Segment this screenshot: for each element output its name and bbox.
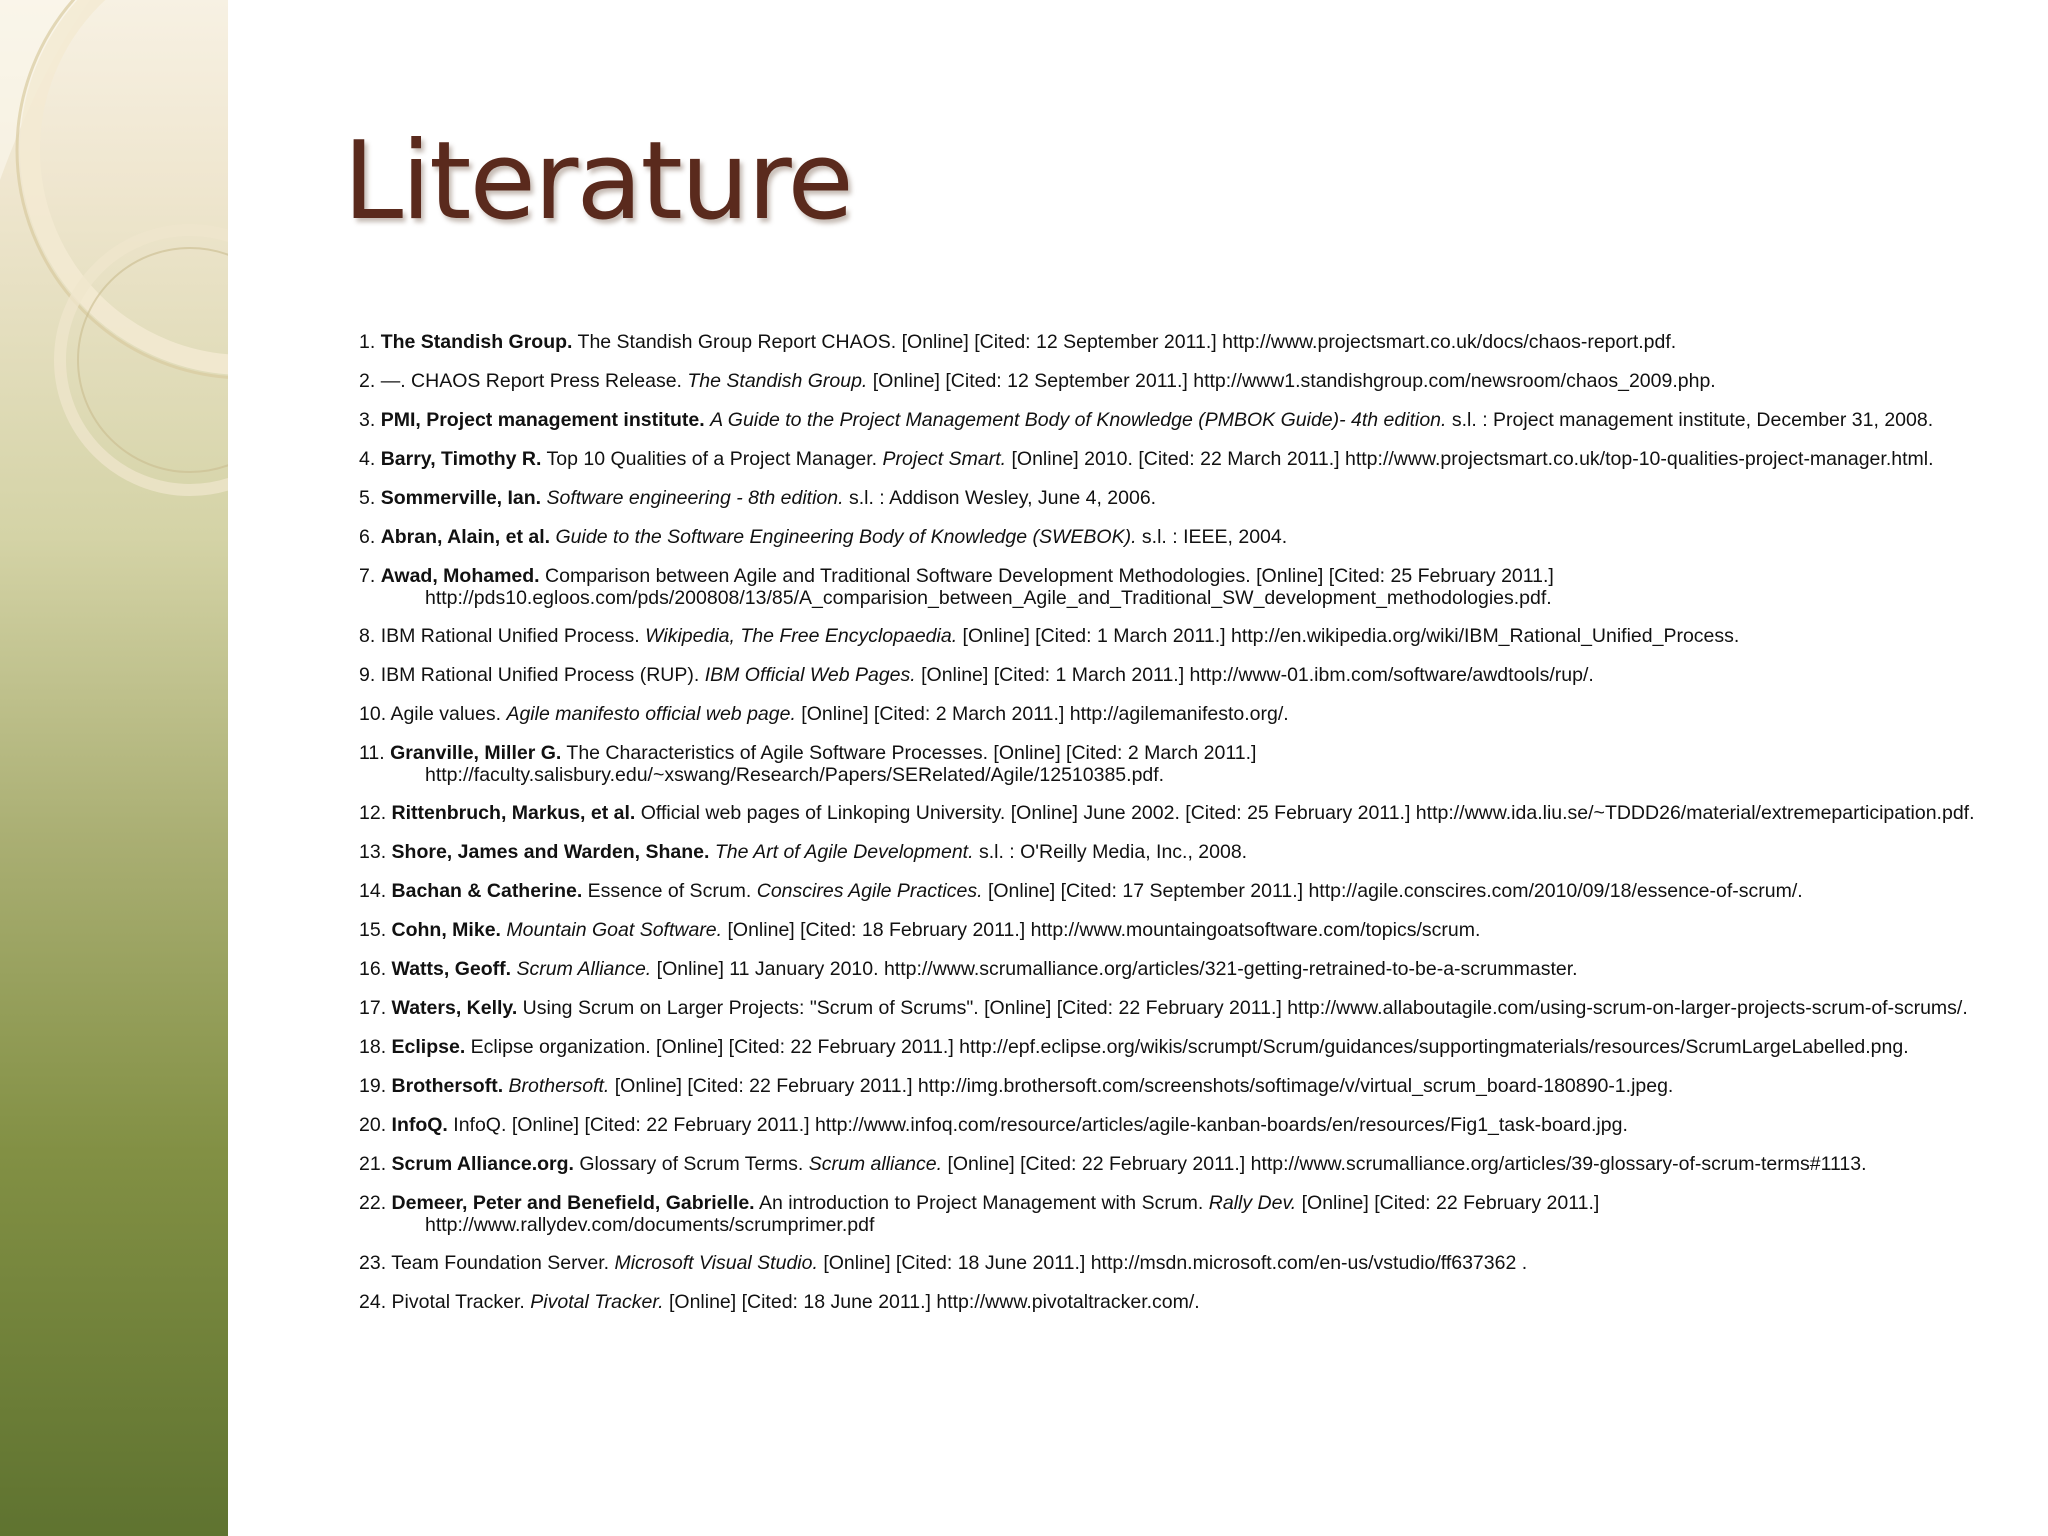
reference-source: Software engineering - 8th edition. bbox=[546, 487, 844, 509]
reference-details: [Online] [Cited: 25 February 2011.] http://pds10.egloos.com/pds/200808/13/85/A_comparision_between_Agile_and_Traditional_SW_development_methodologies.pdf. bbox=[425, 565, 1554, 609]
reference-item bbox=[359, 370, 1999, 393]
reference-author: PMI, Project management institute. bbox=[380, 409, 705, 431]
reference-details: [Online] [Cited: 18 February 2011.] http://www.mountaingoatsoftware.com/topics/scrum. bbox=[727, 919, 1481, 941]
reference-details: [Online] [Cited: 22 February 2011.] http://www.infoq.com/resource/articles/agile-kanban-boards/en/resources/Fig1_task-board.jpg. bbox=[511, 1114, 1628, 1136]
reference-item bbox=[359, 997, 1999, 1020]
reference-item bbox=[359, 331, 1999, 354]
reference-source: Guide to the Software Engineering Body of Knowledge (SWEBOK). bbox=[555, 526, 1137, 548]
reference-details: [Online] [Cited: 22 February 2011.] http://www.allaboutagile.com/using-scrum-on-larger-projects-scrum-of-scrums/. bbox=[984, 997, 1968, 1019]
reference-title: Team Foundation Server. bbox=[391, 1252, 610, 1274]
reference-number: 7. bbox=[359, 565, 376, 587]
reference-item bbox=[359, 1114, 1999, 1137]
reference-item bbox=[359, 1291, 1999, 1314]
reference-source: Brothersoft. bbox=[508, 1075, 610, 1097]
reference-details: [Online] 2010. [Cited: 22 March 2011.] http://www.projectsmart.co.uk/top-10-qualities-project-manager.html. bbox=[1011, 448, 1934, 470]
reference-author: Brothersoft. bbox=[391, 1075, 504, 1097]
reference-author: Eclipse. bbox=[391, 1036, 466, 1058]
reference-title: Essence of Scrum. bbox=[587, 880, 752, 902]
reference-number: 10. bbox=[359, 703, 387, 725]
reference-number: 20. bbox=[359, 1114, 387, 1136]
reference-author: InfoQ. bbox=[391, 1114, 448, 1136]
reference-title: Official web pages of Linkoping University. bbox=[640, 802, 1006, 824]
reference-author: Bachan & Catherine. bbox=[391, 880, 583, 902]
reference-author: Demeer, Peter and Benefield, Gabrielle. bbox=[391, 1192, 755, 1214]
reference-author: Scrum Alliance.org. bbox=[391, 1153, 574, 1175]
reference-title: Top 10 Qualities of a Project Manager. bbox=[546, 448, 878, 470]
reference-list bbox=[359, 331, 1999, 1330]
reference-details: [Online] [Cited: 18 June 2011.] http://msdn.microsoft.com/en-us/vstudio/ff637362 . bbox=[823, 1252, 1528, 1274]
reference-details: s.l. : IEEE, 2004. bbox=[1141, 526, 1288, 548]
reference-source: Wikipedia, The Free Encyclopaedia. bbox=[645, 625, 958, 647]
reference-title: An introduction to Project Management with Scrum. bbox=[758, 1192, 1204, 1214]
reference-item bbox=[359, 1075, 1999, 1098]
reference-author: Waters, Kelly. bbox=[391, 997, 518, 1019]
reference-author: Granville, Miller G. bbox=[390, 742, 562, 764]
reference-number: 18. bbox=[359, 1036, 387, 1058]
reference-source: Scrum Alliance. bbox=[516, 958, 652, 980]
reference-source: Agile manifesto official web page. bbox=[506, 703, 796, 725]
reference-source: Rally Dev. bbox=[1208, 1192, 1297, 1214]
reference-item bbox=[359, 958, 1999, 981]
reference-details: [Online] [Cited: 18 June 2011.] http://www.pivotaltracker.com/. bbox=[668, 1291, 1200, 1313]
reference-source: A Guide to the Project Management Body of Knowledge (PMBOK Guide)- 4th edition. bbox=[710, 409, 1447, 431]
reference-number: 17. bbox=[359, 997, 387, 1019]
reference-title: Comparison between Agile and Traditional Software Development Methodologies. bbox=[545, 565, 1251, 587]
reference-number: 23. bbox=[359, 1252, 387, 1274]
reference-number: 8. bbox=[359, 625, 376, 647]
reference-item bbox=[359, 1153, 1999, 1176]
reference-title: —. CHAOS Report Press Release. bbox=[380, 370, 682, 392]
reference-item bbox=[359, 919, 1999, 942]
reference-details: [Online] [Cited: 12 September 2011.] http://www.projectsmart.co.uk/docs/chaos-report.pdf. bbox=[901, 331, 1677, 353]
reference-title: The Characteristics of Agile Software Processes. bbox=[566, 742, 988, 764]
reference-details: [Online] [Cited: 12 September 2011.] http://www1.standishgroup.com/newsroom/chaos_2009.php. bbox=[872, 370, 1716, 392]
reference-title: Pivotal Tracker. bbox=[391, 1291, 525, 1313]
reference-details: [Online] [Cited: 1 March 2011.] http://en.wikipedia.org/wiki/IBM_Rational_Unified_Process. bbox=[962, 625, 1740, 647]
reference-details: [Online] 11 January 2010. http://www.scrumalliance.org/articles/321-getting-retrained-to-be-a-scrummaster. bbox=[656, 958, 1578, 980]
reference-author: Cohn, Mike. bbox=[391, 919, 501, 941]
reference-title: The Standish Group Report CHAOS. bbox=[577, 331, 897, 353]
reference-source: Conscires Agile Practices. bbox=[756, 880, 983, 902]
reference-number: 21. bbox=[359, 1153, 387, 1175]
reference-number: 6. bbox=[359, 526, 376, 548]
reference-number: 16. bbox=[359, 958, 387, 980]
reference-details: [Online] [Cited: 2 March 2011.] http://agilemanifesto.org/. bbox=[801, 703, 1289, 725]
reference-author: Shore, James and Warden, Shane. bbox=[391, 841, 710, 863]
reference-number: 1. bbox=[359, 331, 376, 353]
reference-number: 15. bbox=[359, 919, 387, 941]
reference-source: The Standish Group. bbox=[687, 370, 868, 392]
reference-details: s.l. : Project management institute, December 31, 2008. bbox=[1451, 409, 1934, 431]
reference-item bbox=[359, 664, 1999, 687]
reference-source: The Art of Agile Development. bbox=[714, 841, 974, 863]
reference-author: Rittenbruch, Markus, et al. bbox=[391, 802, 636, 824]
reference-author: Sommerville, Ian. bbox=[380, 487, 542, 509]
reference-source: Scrum alliance. bbox=[808, 1153, 943, 1175]
reference-author: The Standish Group. bbox=[380, 331, 573, 353]
reference-number: 11. bbox=[359, 742, 385, 764]
reference-details: s.l. : O'Reilly Media, Inc., 2008. bbox=[978, 841, 1248, 863]
reference-number: 19. bbox=[359, 1075, 387, 1097]
reference-source: Microsoft Visual Studio. bbox=[614, 1252, 818, 1274]
reference-details: [Online] [Cited: 17 September 2011.] http://agile.conscires.com/2010/09/18/essence-of-scrum/. bbox=[987, 880, 1803, 902]
decorative-rings-graphic bbox=[0, 0, 228, 1536]
reference-title: IBM Rational Unified Process (RUP). bbox=[380, 664, 700, 686]
reference-details: [Online] [Cited: 22 February 2011.] http://epf.eclipse.org/wikis/scrumpt/Scrum/guidances/supportingmaterials/resources/ScrumLargeLabelled.png. bbox=[656, 1036, 1909, 1058]
reference-number: 9. bbox=[359, 664, 376, 686]
reference-number: 3. bbox=[359, 409, 376, 431]
reference-number: 2. bbox=[359, 370, 376, 392]
reference-title: InfoQ. bbox=[453, 1114, 507, 1136]
slide-title: Literature bbox=[343, 119, 852, 244]
reference-number: 13. bbox=[359, 841, 387, 863]
reference-author: Watts, Geoff. bbox=[391, 958, 512, 980]
reference-source: Pivotal Tracker. bbox=[530, 1291, 664, 1313]
reference-author: Abran, Alain, et al. bbox=[380, 526, 551, 548]
reference-number: 24. bbox=[359, 1291, 387, 1313]
reference-item bbox=[359, 1252, 1999, 1275]
reference-number: 4. bbox=[359, 448, 376, 470]
reference-number: 5. bbox=[359, 487, 376, 509]
reference-details: [Online] [Cited: 22 February 2011.] http://www.rallydev.com/documents/scrumprimer.pdf bbox=[425, 1192, 1600, 1236]
reference-author: Barry, Timothy R. bbox=[380, 448, 542, 470]
reference-title: Glossary of Scrum Terms. bbox=[579, 1153, 804, 1175]
reference-item bbox=[359, 841, 1999, 864]
reference-source: Mountain Goat Software. bbox=[506, 919, 723, 941]
reference-item bbox=[359, 565, 1999, 609]
reference-details: [Online] [Cited: 2 March 2011.] http://faculty.salisbury.edu/~xswang/Research/Papers/SERelated/Agile/12510385.pdf. bbox=[425, 742, 1257, 786]
reference-number: 22. bbox=[359, 1192, 387, 1214]
reference-source: Project Smart. bbox=[882, 448, 1007, 470]
reference-item bbox=[359, 802, 1999, 825]
reference-title: IBM Rational Unified Process. bbox=[380, 625, 640, 647]
reference-title: Eclipse organization. bbox=[470, 1036, 651, 1058]
reference-author: Awad, Mohamed. bbox=[380, 565, 540, 587]
reference-details: [Online] June 2002. [Cited: 25 February 2011.] http://www.ida.liu.se/~TDDD26/material/extremeparticipation.pdf. bbox=[1010, 802, 1975, 824]
reference-title: Using Scrum on Larger Projects: "Scrum of Scrums". bbox=[522, 997, 979, 1019]
reference-title: Agile values. bbox=[390, 703, 502, 725]
reference-number: 12. bbox=[359, 802, 387, 824]
reference-item bbox=[359, 526, 1999, 549]
reference-details: [Online] [Cited: 1 March 2011.] http://www-01.ibm.com/software/awdtools/rup/. bbox=[921, 664, 1594, 686]
reference-item bbox=[359, 625, 1999, 648]
reference-item bbox=[359, 742, 1999, 786]
reference-details: [Online] [Cited: 22 February 2011.] http://img.brothersoft.com/screenshots/softimage/v/virtual_scrum_board-180890-1.jpeg. bbox=[614, 1075, 1674, 1097]
reference-item bbox=[359, 880, 1999, 903]
reference-details: s.l. : Addison Wesley, June 4, 2006. bbox=[848, 487, 1157, 509]
reference-item bbox=[359, 448, 1999, 471]
reference-item bbox=[359, 703, 1999, 726]
reference-number: 14. bbox=[359, 880, 387, 902]
reference-item bbox=[359, 409, 1999, 432]
reference-source: IBM Official Web Pages. bbox=[704, 664, 916, 686]
reference-item bbox=[359, 1036, 1999, 1059]
reference-details: [Online] [Cited: 22 February 2011.] http://www.scrumalliance.org/articles/39-glossary-of-scrum-terms#1113. bbox=[947, 1153, 1867, 1175]
decorative-sidebar bbox=[0, 0, 228, 1536]
reference-item bbox=[359, 1192, 1999, 1236]
reference-item bbox=[359, 487, 1999, 510]
